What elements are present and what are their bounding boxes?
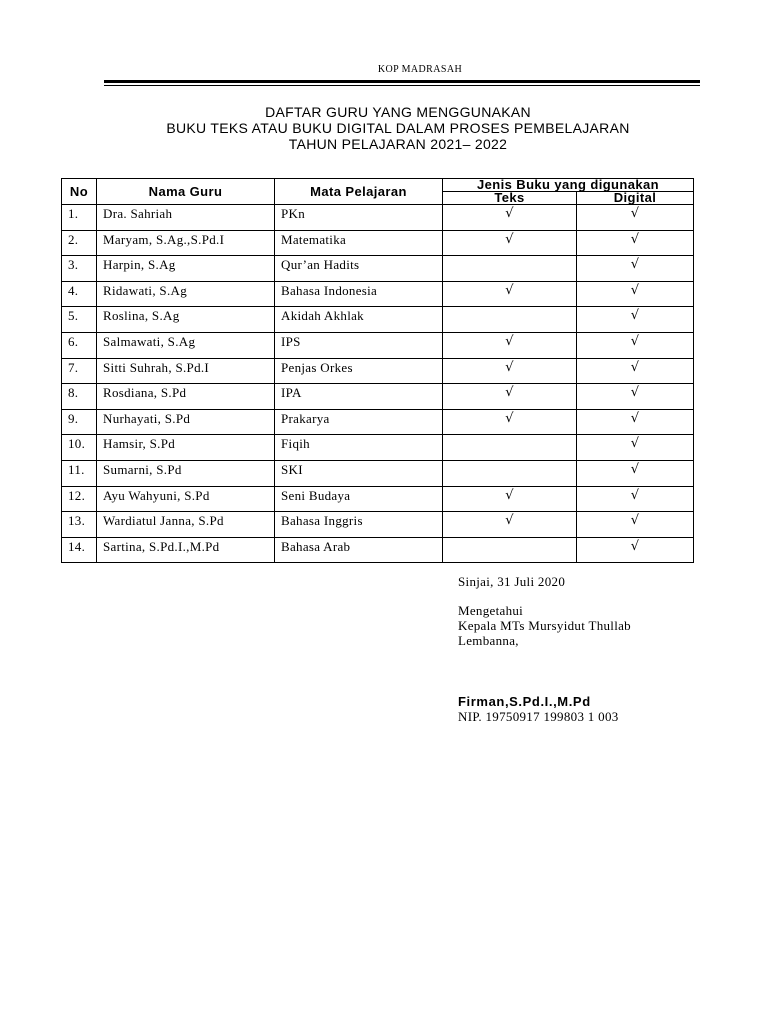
cell-no: 1. xyxy=(62,205,97,231)
cell-mata-pelajaran: IPS xyxy=(275,332,443,358)
cell-teks: √ xyxy=(443,358,577,384)
cell-nama-guru: Sumarni, S.Pd xyxy=(97,460,275,486)
signature-block xyxy=(458,574,631,724)
cell-mata-pelajaran: IPA xyxy=(275,384,443,410)
cell-nama-guru: Dra. Sahriah xyxy=(97,205,275,231)
table-row xyxy=(62,256,694,282)
cell-no: 11. xyxy=(62,460,97,486)
cell-nama-guru: Ridawati, S.Ag xyxy=(97,281,275,307)
title-line-2: BUKU TEKS ATAU BUKU DIGITAL DALAM PROSES PEMBELAJARAN xyxy=(166,120,630,136)
table-row xyxy=(62,358,694,384)
cell-no: 3. xyxy=(62,256,97,282)
table-row xyxy=(62,486,694,512)
cell-teks: √ xyxy=(443,230,577,256)
header-rule-thin xyxy=(104,85,700,86)
table-row xyxy=(62,384,694,410)
title-line-3: TAHUN PELAJARAN 2021– 2022 xyxy=(288,136,508,152)
document-title xyxy=(0,104,768,152)
table-body xyxy=(62,205,694,563)
cell-nama-guru: Roslina, S.Ag xyxy=(97,307,275,333)
position-line-1: Kepala MTs Mursyidut Thullab xyxy=(458,618,631,633)
cell-teks: √ xyxy=(443,205,577,231)
cell-digital: √ xyxy=(577,281,694,307)
cell-no: 5. xyxy=(62,307,97,333)
cell-no: 4. xyxy=(62,281,97,307)
table-row xyxy=(62,307,694,333)
cell-digital: √ xyxy=(577,230,694,256)
mengetahui-label: Mengetahui xyxy=(458,603,524,618)
cell-teks xyxy=(443,307,577,333)
cell-nama-guru: Hamsir, S.Pd xyxy=(97,435,275,461)
cell-teks xyxy=(443,435,577,461)
signatory-name: Firman,S.Pd.I.,M.Pd xyxy=(458,694,591,709)
title-line-1: DAFTAR GURU YANG MENGGUNAKAN xyxy=(265,104,531,120)
cell-nama-guru: Maryam, S.Ag.,S.Pd.I xyxy=(97,230,275,256)
cell-mata-pelajaran: SKI xyxy=(275,460,443,486)
place-date: Sinjai, 31 Juli 2020 xyxy=(458,574,566,589)
cell-mata-pelajaran: Bahasa Indonesia xyxy=(275,281,443,307)
cell-mata-pelajaran: Akidah Akhlak xyxy=(275,307,443,333)
cell-no: 13. xyxy=(62,512,97,538)
cell-mata-pelajaran: Qur’an Hadits xyxy=(275,256,443,282)
cell-digital: √ xyxy=(577,358,694,384)
cell-mata-pelajaran: Bahasa Arab xyxy=(275,537,443,563)
cell-digital: √ xyxy=(577,409,694,435)
header-mata-pelajaran: Mata Pelajaran xyxy=(275,179,443,205)
cell-nama-guru: Sitti Suhrah, S.Pd.I xyxy=(97,358,275,384)
cell-no: 8. xyxy=(62,384,97,410)
position-line-2: Lembanna, xyxy=(458,633,519,648)
cell-digital: √ xyxy=(577,537,694,563)
cell-digital: √ xyxy=(577,384,694,410)
cell-mata-pelajaran: Fiqih xyxy=(275,435,443,461)
cell-teks: √ xyxy=(443,332,577,358)
table-row xyxy=(62,435,694,461)
signatory-nip: NIP. 19750917 199803 1 003 xyxy=(458,709,619,724)
cell-nama-guru: Nurhayati, S.Pd xyxy=(97,409,275,435)
cell-no: 10. xyxy=(62,435,97,461)
teacher-table xyxy=(61,178,694,563)
header-jenis-buku: Jenis Buku yang digunakan xyxy=(443,179,694,192)
cell-no: 12. xyxy=(62,486,97,512)
cell-nama-guru: Sartina, S.Pd.I.,M.Pd xyxy=(97,537,275,563)
cell-mata-pelajaran: Matematika xyxy=(275,230,443,256)
cell-no: 2. xyxy=(62,230,97,256)
cell-teks: √ xyxy=(443,281,577,307)
table-row xyxy=(62,230,694,256)
header-teks: Teks xyxy=(443,192,577,205)
cell-teks: √ xyxy=(443,409,577,435)
header-nama-guru: Nama Guru xyxy=(97,179,275,205)
cell-no: 9. xyxy=(62,409,97,435)
cell-digital: √ xyxy=(577,256,694,282)
cell-teks: √ xyxy=(443,512,577,538)
table-row xyxy=(62,205,694,231)
cell-teks: √ xyxy=(443,384,577,410)
cell-nama-guru: Salmawati, S.Ag xyxy=(97,332,275,358)
cell-no: 14. xyxy=(62,537,97,563)
cell-digital: √ xyxy=(577,460,694,486)
kop-madrasah: KOP MADRASAH xyxy=(377,64,463,75)
table-row xyxy=(62,409,694,435)
cell-no: 6. xyxy=(62,332,97,358)
cell-nama-guru: Wardiatul Janna, S.Pd xyxy=(97,512,275,538)
cell-mata-pelajaran: Bahasa Inggris xyxy=(275,512,443,538)
cell-teks xyxy=(443,256,577,282)
cell-mata-pelajaran: Seni Budaya xyxy=(275,486,443,512)
cell-digital: √ xyxy=(577,512,694,538)
header-rule-thick xyxy=(104,80,700,83)
cell-digital: √ xyxy=(577,332,694,358)
cell-nama-guru: Rosdiana, S.Pd xyxy=(97,384,275,410)
cell-nama-guru: Harpin, S.Ag xyxy=(97,256,275,282)
cell-teks xyxy=(443,537,577,563)
cell-teks: √ xyxy=(443,486,577,512)
table-row xyxy=(62,281,694,307)
cell-digital: √ xyxy=(577,307,694,333)
cell-mata-pelajaran: PKn xyxy=(275,205,443,231)
table-row xyxy=(62,460,694,486)
cell-digital: √ xyxy=(577,205,694,231)
cell-nama-guru: Ayu Wahyuni, S.Pd xyxy=(97,486,275,512)
cell-teks xyxy=(443,460,577,486)
header-digital: Digital xyxy=(577,192,694,205)
table-row xyxy=(62,332,694,358)
table-row xyxy=(62,512,694,538)
cell-digital: √ xyxy=(577,435,694,461)
cell-mata-pelajaran: Prakarya xyxy=(275,409,443,435)
header-no: No xyxy=(62,179,97,205)
cell-digital: √ xyxy=(577,486,694,512)
table-row xyxy=(62,537,694,563)
cell-mata-pelajaran: Penjas Orkes xyxy=(275,358,443,384)
cell-no: 7. xyxy=(62,358,97,384)
